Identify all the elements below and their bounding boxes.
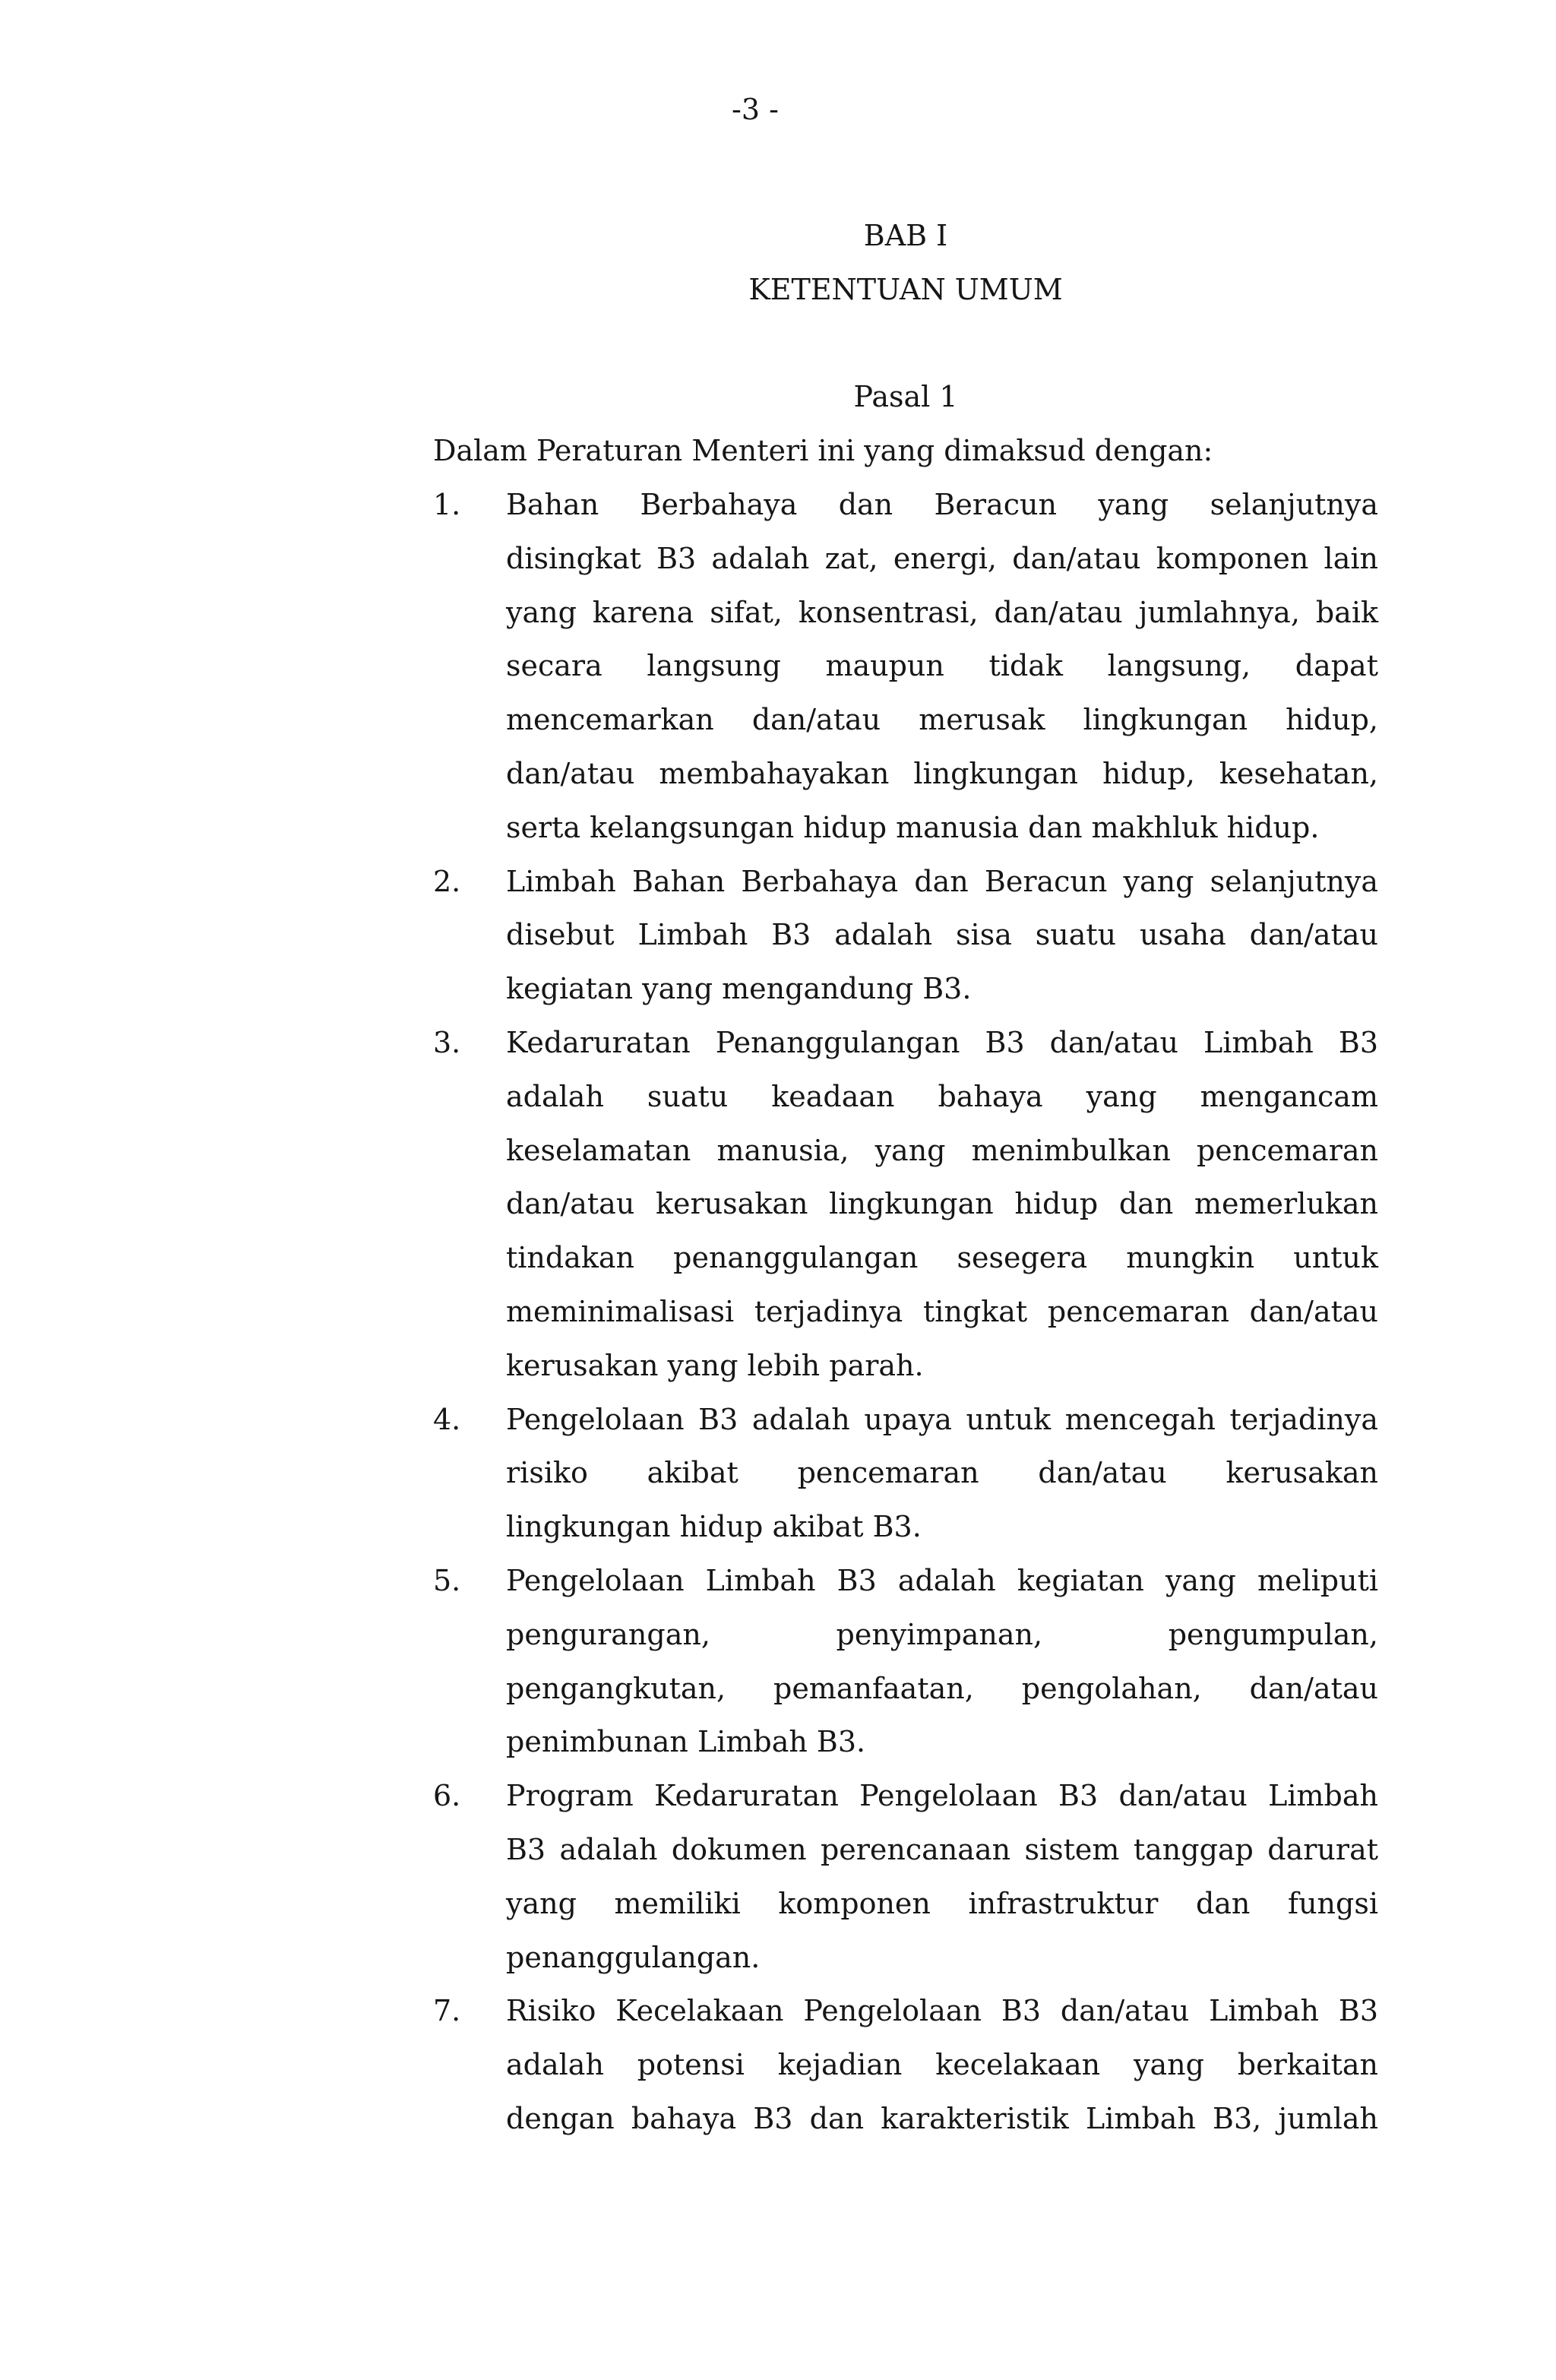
chapter-title: KETENTUAN UMUM: [748, 272, 1063, 306]
definition-item: [433, 1016, 1378, 1393]
definition-line: serta kelangsungan hidup manusia dan makhluk hidup.: [506, 810, 1320, 844]
definition-text: [506, 1393, 1378, 1554]
definition-number: 1.: [433, 487, 461, 521]
article-heading: Pasal 1: [853, 380, 958, 414]
definition-item: [433, 1984, 1378, 2145]
definition-line: penanggulangan.: [506, 1940, 761, 1974]
definition-item: [433, 855, 1378, 1016]
definition-line: Program Kedaruratan Pengelolaan B3 dan/atau Limbah: [506, 1779, 1378, 1813]
definition-number: 3.: [433, 1025, 461, 1059]
definition-line: Limbah Bahan Berbahaya dan Beracun yang selanjutnya: [506, 864, 1378, 898]
definition-line: Pengelolaan B3 adalah upaya untuk mencegah terjadinya: [506, 1402, 1378, 1436]
definition-line: Kedaruratan Penanggulangan B3 dan/atau Limbah B3: [506, 1025, 1378, 1059]
definition-text: [506, 1769, 1378, 1984]
definition-item: [433, 1554, 1378, 1769]
definition-line: adalah potensi kejadian kecelakaan yang berkaitan: [506, 2048, 1378, 2082]
definition-line: keselamatan manusia, yang menimbulkan pencemaran: [506, 1133, 1378, 1167]
definition-number: 2.: [433, 864, 461, 898]
definition-line: Pengelolaan Limbah B3 adalah kegiatan yang meliputi: [506, 1563, 1378, 1597]
definition-line: dan/atau kerusakan lingkungan hidup dan memerlukan: [506, 1187, 1378, 1221]
definition-item: [433, 1769, 1378, 1984]
definition-line: mencemarkan dan/atau merusak lingkungan hidup,: [506, 703, 1378, 737]
definition-line: penimbunan Limbah B3.: [506, 1725, 866, 1759]
definition-number: 4.: [433, 1402, 461, 1436]
definition-line: disebut Limbah B3 adalah sisa suatu usaha dan/atau: [506, 918, 1378, 952]
definition-text: [506, 1984, 1378, 2145]
definition-item: [433, 478, 1378, 855]
definition-number: 6.: [433, 1779, 461, 1813]
definition-line: pengangkutan, pemanfaatan, pengolahan, dan/atau: [506, 1671, 1378, 1705]
definition-line: risiko akibat pencemaran dan/atau kerusakan: [506, 1456, 1378, 1490]
definition-text: [506, 478, 1378, 855]
definition-line: tindakan penanggulangan sesegera mungkin untuk: [506, 1241, 1378, 1275]
intro-paragraph: Dalam Peraturan Menteri ini yang dimaksud dengan:: [433, 434, 1213, 468]
definition-line: yang karena sifat, konsentrasi, dan/atau jumlahnya, baik: [506, 595, 1378, 629]
definition-line: yang memiliki komponen infrastruktur dan fungsi: [506, 1886, 1378, 1920]
chapter-heading: BAB I: [863, 219, 948, 252]
definition-line: adalah suatu keadaan bahaya yang mengancam: [506, 1079, 1378, 1113]
spacer: [433, 317, 1378, 371]
definition-line: B3 adalah dokumen perencanaan sistem tanggap darurat: [506, 1832, 1378, 1866]
definition-line: pengurangan, penyimpanan, pengumpulan,: [506, 1617, 1378, 1651]
definition-line: kerusakan yang lebih parah.: [506, 1348, 924, 1382]
definition-text: [506, 1016, 1378, 1393]
definition-line: disingkat B3 adalah zat, energi, dan/atau komponen lain: [506, 541, 1378, 575]
definition-line: lingkungan hidup akibat B3.: [506, 1510, 922, 1544]
definition-line: Bahan Berbahaya dan Beracun yang selanjutnya: [506, 487, 1378, 521]
definition-line: meminimalisasi terjadinya tingkat pencemaran dan/atau: [506, 1294, 1378, 1328]
definition-line: kegiatan yang mengandung B3.: [506, 972, 972, 1006]
document-body: [433, 209, 1378, 2146]
definition-number: 5.: [433, 1563, 461, 1597]
definition-line: Risiko Kecelakaan Pengelolaan B3 dan/atau Limbah B3: [506, 1994, 1378, 2028]
page-number: -3 -: [732, 93, 779, 126]
definition-text: [506, 1554, 1378, 1769]
definition-line: dan/atau membahayakan lingkungan hidup, kesehatan,: [506, 756, 1378, 790]
definition-line: secara langsung maupun tidak langsung, dapat: [506, 649, 1378, 683]
definition-text: [506, 855, 1378, 1016]
definition-item: [433, 1393, 1378, 1554]
definition-line: dengan bahaya B3 dan karakteristik Limbah B3, jumlah: [506, 2101, 1378, 2135]
definition-number: 7.: [433, 1994, 461, 2028]
